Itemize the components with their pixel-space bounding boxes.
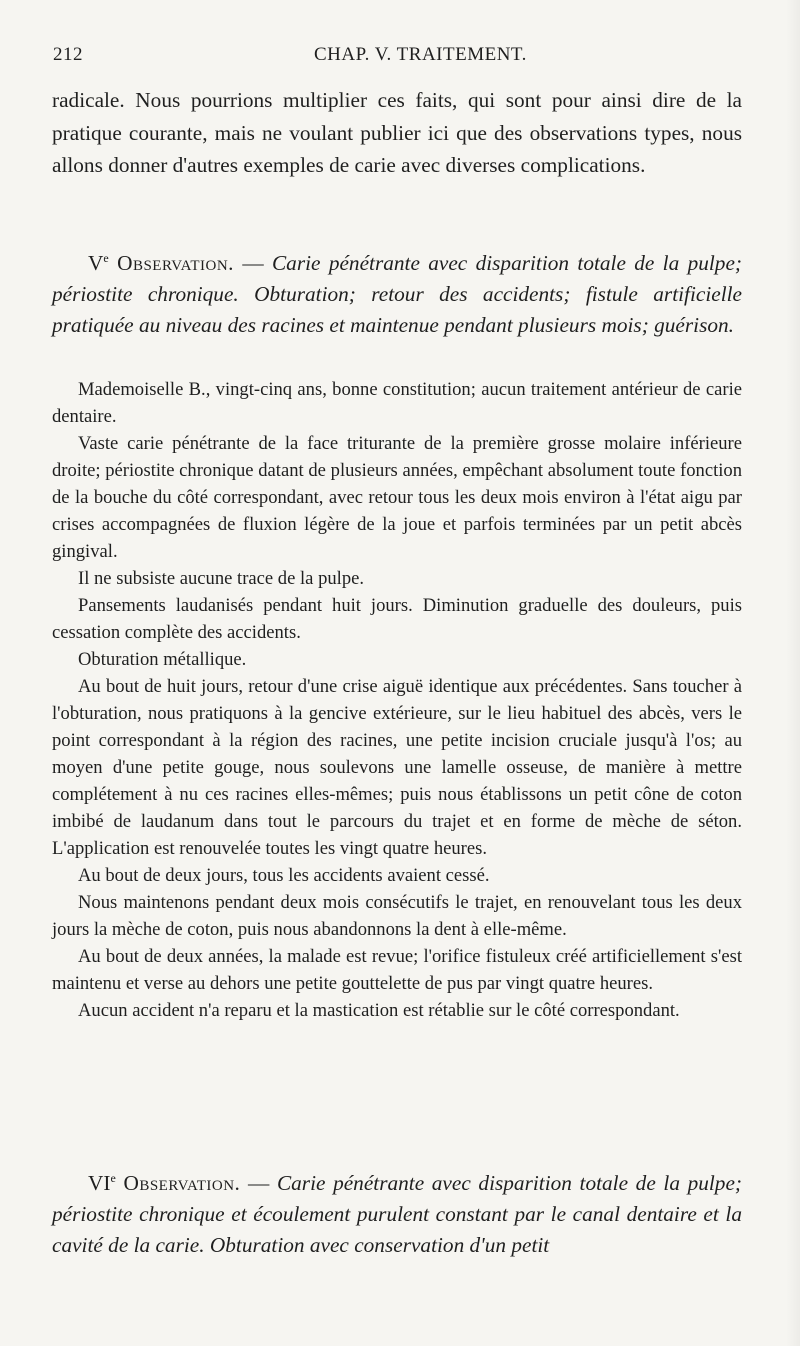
intro-paragraph: radicale. Nous pourrions multiplier ces faits, qui sont pour ainsi dire de la pratique courante, mais ne voulant publier ici que des observations types, nous allons donner d'autres exemples de carie avec diverses complications. [52,88,742,177]
obs5-dash: — [233,251,272,275]
obs6-numeral: VI [88,1171,111,1195]
obs5-sup: e [103,251,109,265]
obs6-dash: — [240,1171,277,1195]
observation-6-heading [52,1168,742,1261]
case-body [52,376,742,1024]
case-paragraph: Au bout de huit jours, retour d'une crise aiguë identique aux précédentes. Sans toucher à l'obturation, nous pratiquons à la gencive extérieure, sur le lieu habituel des abcès, vers le point correspondant à la région des racines, une petite incision cruciale jusqu'à l'os; au moyen d'une petite gouge, nous soulevons une lamelle osseuse, de manière à mettre complétement à nu ces racines elles-mêmes; puis nous établissons un petit cône de coton imbibé de laudanum dans tout le parcours du trajet et en forme de mèche de séton. L'application est renouvelée toutes les vingt quatre heures. [52,676,742,859]
obs6-label: Observation. [123,1171,241,1195]
case-paragraph: Pansements laudanisés pendant huit jours. Diminution graduelle des douleurs, puis cessation complète des accidents. [52,595,742,643]
case-paragraph: Nous maintenons pendant deux mois consécutifs le trajet, en renouvelant tous les deux jours la mèche de coton, puis nous abandonnons la dent à elle-même. [52,892,742,940]
obs6-title: Carie pénétrante avec disparition totale de la pulpe; périostite chronique et écoulement purulent constant par le canal dentaire et la cavité de la carie. Obturation avec conservation d'un petit [52,1171,743,1257]
obs5-title: Carie pénétrante avec disparition totale de la pulpe; périostite chronique. Obturation; retour des accidents; fistule artificielle pratiquée au niveau des racines et maintenue pendant plusieurs mois; guérison. [52,251,742,337]
case-paragraph: Aucun accident n'a reparu et la mastication est rétablie sur le côté correspondant. [78,1000,680,1021]
running-header [52,44,742,70]
running-title: CHAP. V. TRAITEMENT. [314,44,527,65]
case-paragraph: Vaste carie pénétrante de la face triturante de la première grosse molaire inférieure droite; périostite chronique datant de plusieurs années, empêchant absolument toute fonction de la bouche du côté correspondant, avec retour tous les deux mois environ à l'état aigu par crises accompagnées de fluxion légère de la joue et parfois terminées par un petit abcès gingival. [52,433,742,562]
page-number: 212 [53,44,83,65]
page-edge-shading [786,0,800,1346]
obs5-numeral: V [88,251,104,275]
case-paragraph: Au bout de deux jours, tous les accidents avaient cessé. [78,865,490,886]
case-paragraph: Il ne subsiste aucune trace de la pulpe. [78,568,365,589]
obs6-sup: e [110,1171,116,1185]
obs5-label: Observation. [117,251,234,275]
case-paragraph: Obturation métallique. [78,649,247,670]
case-paragraph: Mademoiselle B., vingt-cinq ans, bonne constitution; aucun traitement antérieur de carie dentaire. [52,379,742,427]
case-paragraph: Au bout de deux années, la malade est revue; l'orifice fistuleux créé artificiellement s'est maintenu et verse au dehors une petite gouttelette de pus par vingt quatre heures. [52,946,742,994]
observation-5-heading [52,248,742,341]
